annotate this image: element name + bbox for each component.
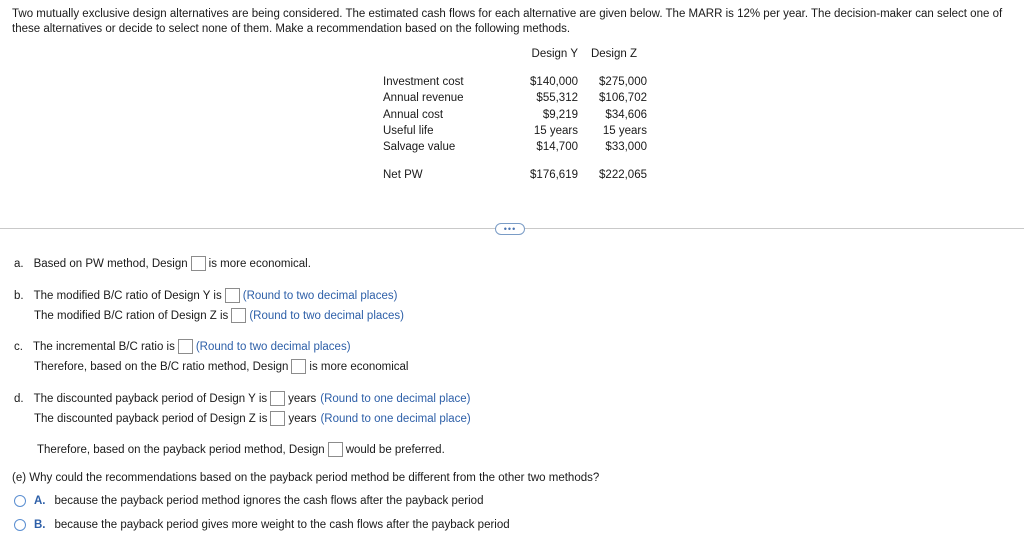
row-label-net-pw: Net PW bbox=[383, 169, 423, 181]
cell-z-salvage: $33,000 bbox=[605, 141, 647, 153]
question-c-therefore-end: is more economical bbox=[309, 360, 409, 373]
round-hint-d-y: (Round to one decimal place) bbox=[320, 392, 471, 405]
row-label-revenue: Annual revenue bbox=[383, 92, 464, 104]
answer-b-bc-z-input[interactable] bbox=[231, 308, 246, 323]
header-design-z: Design Z bbox=[590, 48, 637, 60]
answer-a-design-input[interactable] bbox=[191, 256, 206, 271]
question-e: (e) Why could the recommendations based on the payback period method be different from the other two methods? bbox=[12, 472, 600, 484]
question-a-text-end: is more economical. bbox=[208, 257, 311, 270]
option-a-text: because the payback period method ignores the cash flows after the payback period bbox=[54, 495, 484, 507]
cell-z-revenue: $106,702 bbox=[599, 92, 647, 104]
ellipsis-icon: ••• bbox=[503, 224, 517, 234]
years-label-y: years bbox=[288, 392, 317, 405]
question-d-therefore: Therefore, based on the payback period method, Design bbox=[37, 443, 325, 456]
question-a-prefix: a. bbox=[14, 257, 24, 270]
round-hint-c: (Round to two decimal places) bbox=[195, 340, 351, 353]
header-design-y: Design Y bbox=[531, 48, 578, 60]
expand-more-button[interactable] bbox=[495, 223, 525, 235]
question-a bbox=[14, 256, 311, 271]
cell-z-investment: $275,000 bbox=[599, 76, 647, 88]
option-b[interactable] bbox=[14, 519, 510, 531]
cell-y-investment: $140,000 bbox=[530, 76, 578, 88]
question-b-text-z: The modified B/C ration of Design Z is bbox=[34, 309, 229, 322]
answer-d-payback-y-input[interactable] bbox=[270, 391, 285, 406]
cell-y-salvage: $14,700 bbox=[536, 141, 578, 153]
option-b-text: because the payback period gives more weight to the cash flows after the payback period bbox=[54, 519, 510, 531]
question-a-text: Based on PW method, Design bbox=[33, 257, 188, 270]
cell-y-revenue: $55,312 bbox=[536, 92, 578, 104]
question-c-prefix: c. bbox=[14, 340, 23, 353]
question-d-line3 bbox=[37, 442, 445, 457]
years-label-z: years bbox=[288, 412, 317, 425]
question-b-line2 bbox=[34, 308, 404, 323]
question-c-line1 bbox=[14, 339, 351, 354]
row-label-investment: Investment cost bbox=[383, 76, 464, 88]
answer-d-payback-z-input[interactable] bbox=[270, 411, 285, 426]
cell-y-net-pw: $176,619 bbox=[530, 169, 578, 181]
question-d-therefore-end: would be preferred. bbox=[345, 443, 445, 456]
round-hint-d-z: (Round to one decimal place) bbox=[320, 412, 471, 425]
answer-c-design-input[interactable] bbox=[291, 359, 306, 374]
question-d-prefix: d. bbox=[14, 392, 24, 405]
question-d-line2 bbox=[34, 411, 471, 426]
answer-c-incremental-input[interactable] bbox=[178, 339, 193, 354]
round-hint-b-y: (Round to two decimal places) bbox=[242, 289, 398, 302]
question-d-text-y: The discounted payback period of Design Y is bbox=[33, 392, 268, 405]
cell-y-annual-cost: $9,219 bbox=[542, 109, 578, 121]
row-label-useful-life: Useful life bbox=[383, 125, 434, 137]
option-a[interactable] bbox=[14, 495, 483, 507]
question-c-line2 bbox=[34, 359, 409, 374]
row-label-salvage: Salvage value bbox=[383, 141, 456, 153]
question-d-line1 bbox=[14, 391, 471, 406]
round-hint-b-z: (Round to two decimal places) bbox=[249, 309, 404, 322]
question-b-line1 bbox=[14, 288, 397, 303]
question-b-text-y: The modified B/C ratio of Design Y is bbox=[33, 289, 222, 302]
answer-d-design-input[interactable] bbox=[328, 442, 343, 457]
cell-y-useful-life: 15 years bbox=[533, 125, 578, 137]
option-a-letter: A. bbox=[34, 495, 46, 507]
option-b-letter: B. bbox=[34, 519, 46, 531]
row-label-annual-cost: Annual cost bbox=[383, 109, 444, 121]
cell-z-useful-life: 15 years bbox=[602, 125, 647, 137]
radio-b[interactable] bbox=[14, 519, 26, 531]
cell-z-net-pw: $222,065 bbox=[599, 169, 647, 181]
problem-statement: Two mutually exclusive design alternatives are being considered. The estimated cash flows for each alternative are given below. The MARR is 12% per year. The decision-maker can select one of these alternatives or decide to select none of them. Make a recommendation based on the following methods. bbox=[12, 8, 1003, 35]
question-d-text-z: The discounted payback period of Design Z is bbox=[34, 412, 268, 425]
cell-z-annual-cost: $34,606 bbox=[605, 109, 647, 121]
question-c-therefore: Therefore, based on the B/C ratio method, Design bbox=[34, 360, 289, 373]
answer-b-bc-y-input[interactable] bbox=[225, 288, 240, 303]
radio-a[interactable] bbox=[14, 495, 26, 507]
question-b-prefix: b. bbox=[14, 289, 24, 302]
question-c-text: The incremental B/C ratio is bbox=[32, 340, 175, 353]
